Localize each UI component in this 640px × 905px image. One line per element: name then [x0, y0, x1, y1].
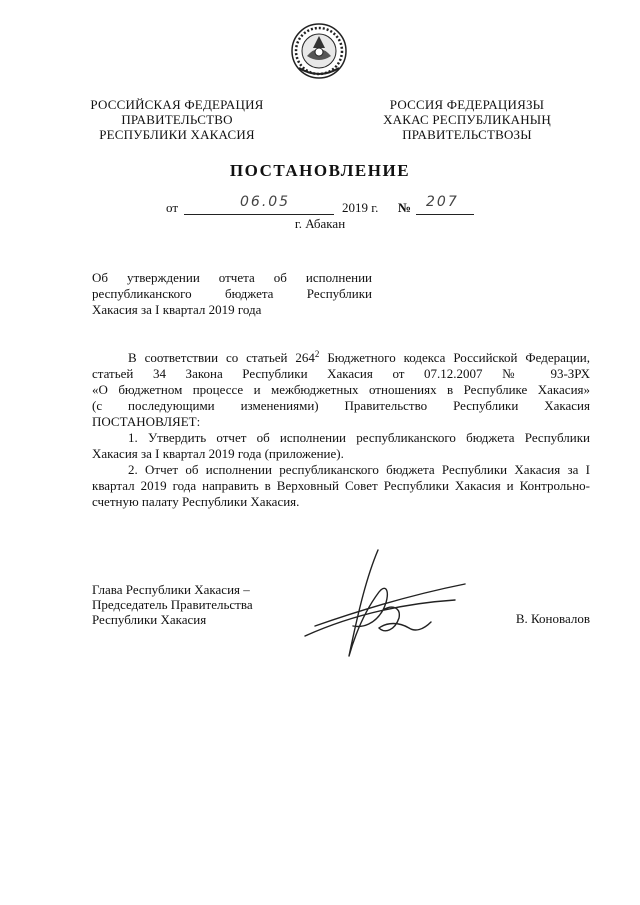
header-left-line: ПРАВИТЕЛЬСТВО: [121, 112, 233, 127]
date-underline: [184, 214, 334, 215]
signatory-position-line: Председатель Правительства: [92, 597, 253, 612]
signatory-position-line: Глава Республики Хакасия –: [92, 582, 250, 597]
city-label: г. Абакан: [294, 216, 346, 231]
subject-line: Об утверждении отчета об исполнении: [92, 270, 372, 285]
header-left-line: РОССИЙСКАЯ ФЕДЕРАЦИЯ: [90, 97, 264, 112]
signatory-position-line: Республики Хакасия: [92, 612, 207, 627]
signatory-position: [92, 582, 292, 627]
number-handwritten: 207: [426, 194, 459, 210]
header-right-line: ПРАВИТЕЛЬСТВОЗЫ: [402, 127, 532, 142]
header-left: [72, 97, 282, 142]
subject-line: Хакасия за I квартал 2019 года: [92, 302, 262, 317]
body-item-2: 2. Отчет об исполнении республиканского бюджета Республики Хакасия за I квартал 2019 года направить в Верховный Совет Республики Хакасия и Контрольно-счетную палату Республики Хакасия.: [92, 462, 590, 509]
header-left-line: РЕСПУБЛИКИ ХАКАСИЯ: [99, 127, 255, 142]
body-line: «О бюджетном процессе и межбюджетных отношениях в Республике Хакасия»: [92, 382, 590, 397]
number-underline: [416, 214, 474, 215]
document-title: ПОСТАНОВЛЕНИЕ: [229, 161, 411, 180]
header-right-line: РОССИЯ ФЕДЕРАЦИЯЗЫ: [389, 97, 545, 112]
date-prefix: от: [166, 200, 179, 215]
date-handwritten: 06.05: [240, 194, 291, 210]
document-subject: [92, 270, 372, 318]
year-label: 2019 г.: [342, 200, 379, 215]
body-line: статьей 34 Закона Республики Хакасия от 07.12.2007 № 93-ЗРХ: [92, 366, 590, 381]
subject-line: республиканского бюджета Республики: [92, 286, 372, 301]
body-line: В соответствии со статьей $264^2$ Бюджетного кодекса Российской Федерации,: [128, 349, 590, 365]
body-line: ПОСТАНОВЛЯЕТ:: [92, 414, 201, 429]
body-item-1: 1. Утвердить отчет об исполнении республиканского бюджета Республики Хакасия за I квартал 2019 года (приложение).: [92, 430, 590, 461]
header-right-line: ХАКАС РЕСПУБЛИКАНЫҢ: [383, 112, 551, 127]
khakassia-coat-of-arms-icon: [289, 22, 349, 80]
body-line: (с последующими изменениями) Правительство Республики Хакасия: [92, 398, 590, 413]
header-right: [362, 97, 572, 142]
number-sign: №: [398, 200, 412, 215]
document-body: [92, 350, 590, 510]
signatory-name: В. Коновалов: [515, 611, 590, 626]
handwritten-signature: [275, 548, 475, 668]
